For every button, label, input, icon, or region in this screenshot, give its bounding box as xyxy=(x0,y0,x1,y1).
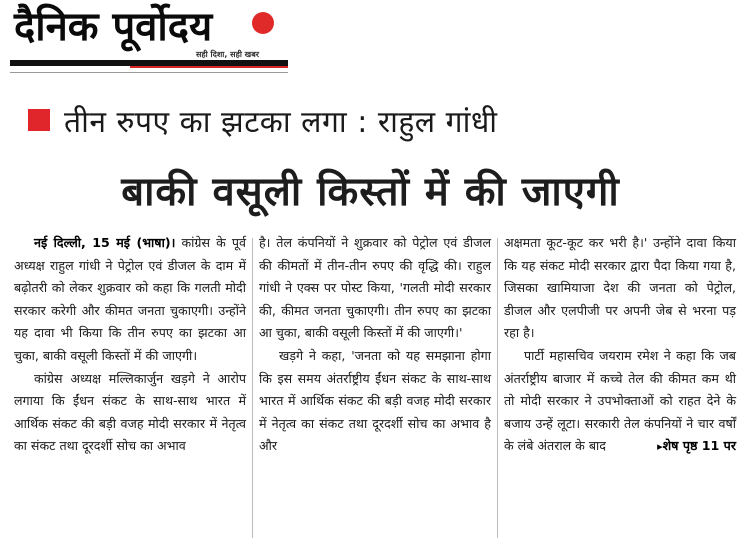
dateline: नई दिल्ली, 15 मई (भाषा)। xyxy=(34,235,176,250)
masthead-thin-rule xyxy=(10,72,288,73)
red-square-bullet-icon xyxy=(28,109,50,131)
logo-word-purvoday: पूर्वोदय xyxy=(112,4,213,50)
article-kicker xyxy=(28,100,498,140)
column-1-paragraph-1: कांग्रेस के पूर्व अध्यक्ष राहुल गांधी ने पेट्रोल एवं डीजल के दाम में बढ़ोतरी को लेकर शुक्रवार को कहा कि गलती मोदी सरकार करेगी और कीमत जनता चुकाएगी। उन्होंने यह दावा भी किया कि तीन रुपए का झटका आ चुका, बाकी वसूली किस्तों में की जाएगी। xyxy=(14,235,246,363)
article-headline: बाकी वसूली किस्तों में की जाएगी xyxy=(121,169,620,215)
masthead-accent-rule xyxy=(130,66,288,68)
column-3-paragraph-1: अक्षमता कूट-कूट कर भरी है।' उन्होंने दावा किया कि यह संकट मोदी सरकार द्वारा पैदा किया गया है, जिसका खामियाजा देश की जनता को पेट्रोल, डीजल और एलपीजी पर अपनी जेब से भरना पड़ रहा है। xyxy=(504,235,736,341)
play-arrow-icon: ▸ xyxy=(657,440,663,454)
article-column-3 xyxy=(504,232,736,459)
article-column-2 xyxy=(259,232,491,458)
column-1-paragraph-2: कांग्रेस अध्यक्ष मल्लिकार्जुन खड़गे ने आरोप लगाया कि ईंधन संकट के साथ-साथ भारत में आर्थिक संकट की बड़ी वजह मोदी सरकार में नेतृत्व का संकट तथा दूरदर्शी सोच का अभाव xyxy=(14,370,246,454)
column-2-paragraph-1: है। तेल कंपनियों ने शुक्रवार को पेट्रोल एवं डीजल की कीमतों में तीन-तीन रुपए की वृद्धि की। राहुल गांधी ने एक्स पर पोस्ट किया, 'गलती मोदी सरकार की, कीमत जनता चुकाएगी। तीन रुपए का झटका आ चुका, बाकी वसूली किस्तों में की जाएगी।' xyxy=(259,235,491,341)
article-column-1 xyxy=(14,232,246,458)
logo-word-dainik: दैनिक xyxy=(14,4,113,50)
column-divider xyxy=(497,238,498,538)
column-3-paragraph-2: पार्टी महासचिव जयराम रमेश ने कहा कि जब अंतर्राष्ट्रीय बाजार में कच्चे तेल की कीमत कम थी तो मोदी सरकार ने उपभोक्ताओं को राहत देने के बजाय उन्हें लूटा। सरकारी तेल कंपनियों ने चार वर्षों के लंबे अंतराल के बाद xyxy=(504,347,736,454)
kicker-text: तीन रुपए का झटका लगा : राहुल गांधी xyxy=(64,104,498,140)
masthead-tagline: सही दिशा, सही खबर xyxy=(196,50,260,59)
continued-on-page-link[interactable] xyxy=(637,435,736,459)
column-divider xyxy=(252,238,253,538)
column-2-paragraph-2: खड़गे ने कहा, 'जनता को यह समझाना होगा कि इस समय अंतर्राष्ट्रीय ईंधन संकट के साथ-साथ भारत में आर्थिक संकट की बड़ी वजह मोदी सरकार में नेतृत्व का संकट तथा दूरदर्शी सोच का अभाव है और xyxy=(259,347,491,454)
continued-label: शेष पृष्ठ 11 पर xyxy=(662,438,736,454)
sun-logo-icon xyxy=(252,12,274,34)
newspaper-logo[interactable] xyxy=(14,2,212,52)
masthead xyxy=(0,0,741,74)
